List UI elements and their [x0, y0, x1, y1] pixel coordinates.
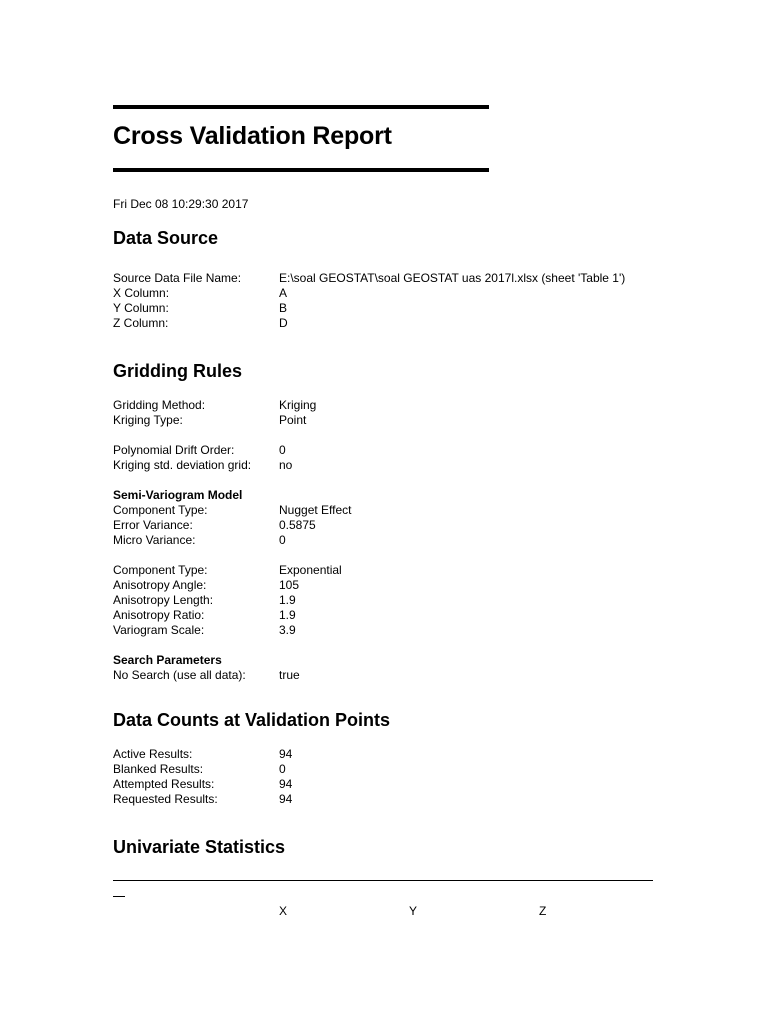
title-top-rule — [113, 105, 489, 109]
kv-label: Component Type: — [113, 563, 208, 577]
kv-label: Error Variance: — [113, 518, 193, 532]
kv-value: Point — [279, 413, 307, 427]
kv-label: Polynomial Drift Order: — [113, 443, 235, 457]
kv-label: Y Column: — [113, 301, 169, 315]
data-source-heading: Data Source — [113, 228, 219, 248]
kv-label: Attempted Results: — [113, 777, 215, 791]
gridding-rules-heading: Gridding Rules — [113, 361, 243, 381]
column-header-x: X — [279, 904, 288, 918]
kv-row — [113, 762, 292, 777]
kv-row — [113, 792, 292, 807]
kv-value: no — [279, 458, 293, 472]
kv-label: Micro Variance: — [113, 533, 196, 547]
kv-value: 1.9 — [279, 608, 296, 622]
search-parameters-subheading: Search Parameters — [113, 653, 222, 667]
spacer — [113, 428, 352, 443]
univariate-statistics-heading: Univariate Statistics — [113, 837, 286, 857]
kv-row — [113, 777, 292, 792]
kv-value: Kriging — [279, 398, 317, 412]
kv-value: 0 — [279, 762, 286, 776]
kv-label: Z Column: — [113, 316, 169, 330]
kv-row — [113, 286, 625, 301]
kv-row — [113, 271, 625, 286]
spacer — [113, 548, 352, 563]
kv-label: Kriging std. deviation grid: — [113, 458, 252, 472]
kv-row — [113, 608, 352, 623]
kv-value: 0 — [279, 443, 286, 457]
kv-row — [113, 398, 352, 413]
kv-label: X Column: — [113, 286, 170, 300]
report-date: Fri Dec 08 10:29:30 2017 — [113, 197, 249, 211]
kv-value: 94 — [279, 792, 293, 806]
kv-label: Anisotropy Length: — [113, 593, 214, 607]
kv-label: Gridding Method: — [113, 398, 206, 412]
kv-row — [113, 316, 625, 331]
column-header-z: Z — [539, 904, 547, 918]
kv-value: 0.5875 — [279, 518, 316, 532]
kv-value: true — [279, 668, 300, 682]
kv-label: Blanked Results: — [113, 762, 204, 776]
kv-label: No Search (use all data): — [113, 668, 246, 682]
kv-row — [113, 578, 352, 593]
kv-row — [113, 747, 292, 762]
kv-value: Exponential — [279, 563, 342, 577]
kv-row — [113, 458, 352, 473]
data-source-table — [113, 271, 625, 331]
kv-value: 0 — [279, 533, 286, 547]
kv-row — [113, 413, 352, 428]
data-counts-heading: Data Counts at Validation Points — [113, 710, 391, 730]
kv-row — [113, 301, 625, 316]
kv-value: 105 — [279, 578, 300, 592]
kv-row — [113, 668, 352, 683]
kv-row — [113, 518, 352, 533]
spacer — [113, 638, 352, 653]
spacer — [113, 473, 352, 488]
kv-row — [113, 533, 352, 548]
kv-label: Kriging Type: — [113, 413, 183, 427]
title-bottom-rule — [113, 168, 489, 172]
kv-row — [113, 593, 352, 608]
kv-value: 94 — [279, 747, 293, 761]
kv-value: E:\soal GEOSTAT\soal GEOSTAT uas 2017l.xlsx (sheet 'Table 1') — [279, 271, 626, 285]
data-counts-table — [113, 747, 292, 807]
kv-value: 3.9 — [279, 623, 296, 637]
semivariogram-subheading: Semi-Variogram Model — [113, 488, 243, 502]
kv-value: 94 — [279, 777, 293, 791]
kv-row — [113, 623, 352, 638]
kv-label: Anisotropy Ratio: — [113, 608, 205, 622]
table-top-rule — [113, 880, 653, 881]
kv-value: D — [279, 316, 288, 330]
kv-row — [113, 443, 352, 458]
kv-row — [113, 563, 352, 578]
gridding-rules-table — [113, 398, 352, 683]
report-title: Cross Validation Report — [113, 122, 392, 150]
kv-value: A — [279, 286, 288, 300]
kv-row — [113, 503, 352, 518]
kv-label: Variogram Scale: — [113, 623, 205, 637]
kv-label: Component Type: — [113, 503, 208, 517]
kv-label: Source Data File Name: — [113, 271, 242, 285]
kv-label: Active Results: — [113, 747, 193, 761]
kv-value: B — [279, 301, 288, 315]
kv-value: Nugget Effect — [279, 503, 352, 517]
table-rule-wrap — [113, 896, 125, 897]
kv-label: Requested Results: — [113, 792, 218, 806]
kv-value: 1.9 — [279, 593, 296, 607]
kv-label: Anisotropy Angle: — [113, 578, 207, 592]
column-header-y: Y — [409, 904, 418, 918]
